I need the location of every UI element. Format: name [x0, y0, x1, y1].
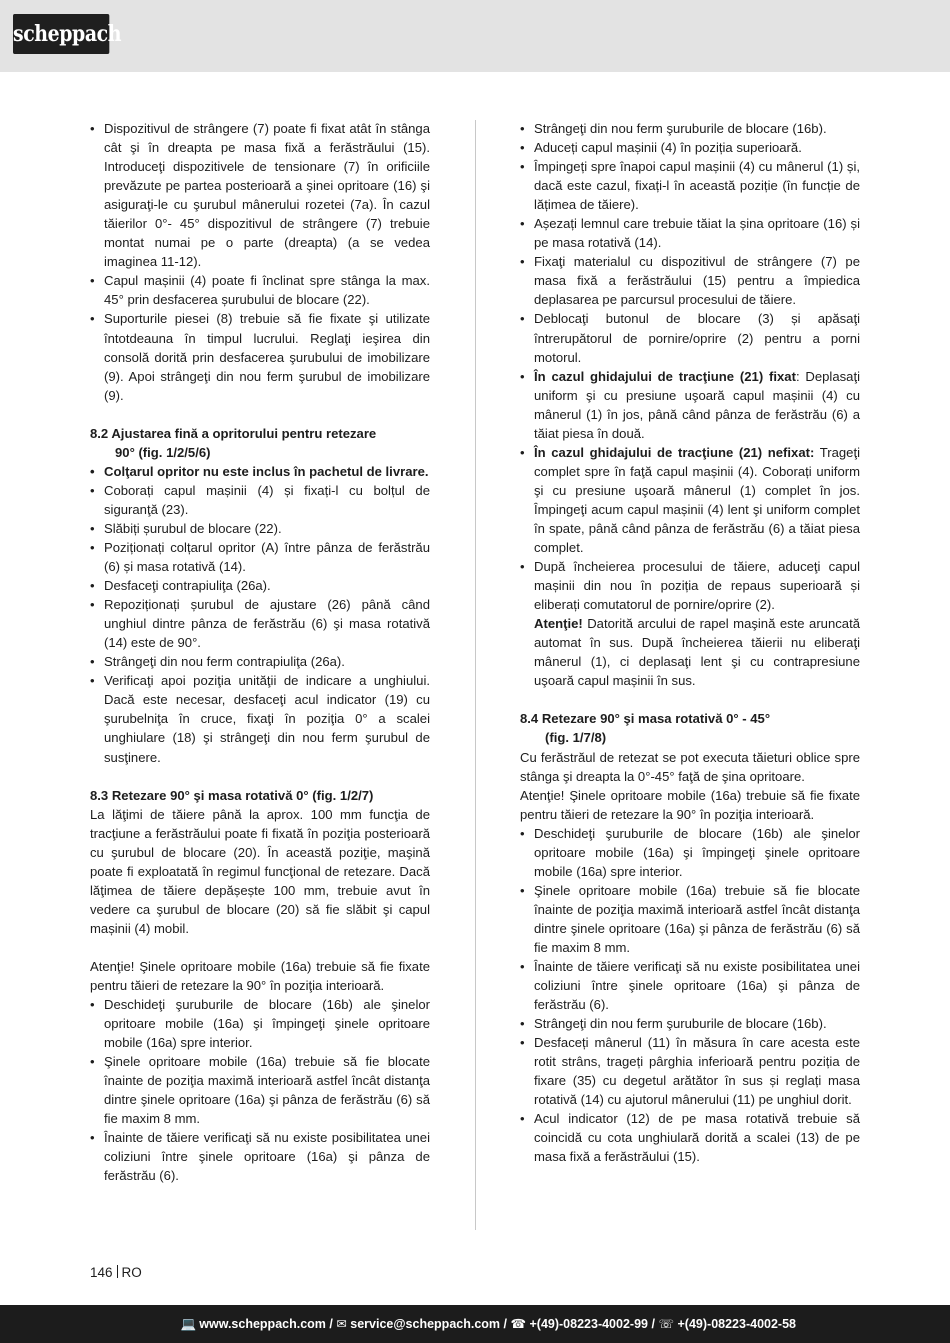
list-item: • Desfaceți mânerul (11) în măsura în care acesta este rotit strâns, trageți pârghia inferioară pentru poziția de fixare (35) cu degetul arătător în sus și reglați masa rotativă (14) cu ajutorul mânerului (11) pe unghiul dorit.	[520, 1033, 860, 1109]
list-item: • Deschideţi şuruburile de blocare (16b) ale şinelor opritoare mobile (16a) şi împingeţi şinele opritoare mobile (16a) spre interior.	[90, 995, 430, 1052]
page-number: 146 RO	[90, 1265, 142, 1280]
list-item: • Şinele opritoare mobile (16a) trebuie să fie blocate înainte de poziţia maximă interioară astfel încât distanţa dintre şinele opritoare (16a) şi pânza de ferăstrău (6) să fie maxim 8 mm.	[90, 1052, 430, 1128]
list-item: • Suporturile piesei (8) trebuie să fie fixate şi utilizate întotdeauna în timpul lucrului. Reglaţi ieşirea din consolă dorită prin desfacerea şurubului de imobilizare (9). Apoi strângeţi din nou ferm şurubul de imobilizare (9).	[90, 309, 430, 404]
list-item: • Colţarul opritor nu este inclus în pachetul de livrare.	[90, 462, 430, 481]
list-item: • Deschideţi şuruburile de blocare (16b) ale şinelor opritoare mobile (16a) şi împingeţi şinele opritoare mobile (16a) spre interior.	[520, 824, 860, 881]
right-list-a	[520, 119, 860, 614]
left-column	[90, 119, 430, 1185]
list-item: • Capul mașinii (4) poate fi înclinat spre stânga la max. 45° prin desfacerea șurubului de blocare (22).	[90, 271, 430, 309]
list-item: • Acul indicator (12) de pe masa rotativă trebuie să coincidă cu cota unghiulară dorită a scalei (13) de pe masa fixă a ferăstrăului (15).	[520, 1109, 860, 1166]
section-8-4-list	[520, 824, 860, 1167]
section-8-2-list	[90, 462, 430, 767]
list-item: • Strângeţi din nou ferm şuruburile de blocare (16b).	[520, 1014, 860, 1033]
list-item: • Așezați lemnul care trebuie tăiat la șina opritoare (16) și pe masa rotativă (14).	[520, 214, 860, 252]
list-item: • Şinele opritoare mobile (16a) trebuie să fie blocate înainte de poziţia maximă interioară astfel încât distanţa dintre şinele opritoare (16a) şi pânza de ferăstrău (6) să fie maxim 8 mm.	[520, 881, 860, 957]
computer-icon: 💻	[180, 1317, 197, 1331]
list-item: • Înainte de tăiere verificaţi să nu existe posibilitatea unei coliziuni între şinele opritoare (16a) şi pânza de ferăstrău (6).	[90, 1128, 430, 1185]
scheppach-logo: scheppach	[13, 14, 109, 54]
section-heading-8-4: 8.4 Retezare 90° şi masa rotativă 0° - 45° (fig. 1/7/8)	[520, 711, 771, 746]
section-heading-8-2: 8.2 Ajustarea fină a opritorului pentru retezare 90° (fig. 1/2/5/6)	[90, 425, 377, 460]
column-divider	[475, 120, 476, 1230]
footer-bar	[0, 1305, 950, 1343]
list-item: • Slăbiți șurubul de blocare (22).	[90, 519, 430, 538]
list-item: • Coborați capul mașinii (4) și fixați-l cu bolțul de siguranţă (23).	[90, 481, 430, 519]
list-item-fixed-guide: • În cazul ghidajului de tracţiune (21) fixat: Deplasaţi uniform şi cu presiune uşoară capul mașinii (4) cu mânerul (1) în jos, până când pânza de ferăstrău (6) a tăiat piesa în două.	[520, 367, 860, 443]
paragraph: Atenţie! Şinele opritoare mobile (16a) trebuie să fie fixate pentru tăieri de retezare la 90° în poziţia interioară.	[520, 787, 860, 822]
list-item: • Deblocaţi butonul de blocare (3) și apăsaţi întrerupătorul de pornire/oprire (2) pentru a porni motorul.	[520, 309, 860, 366]
list-item: • Aduceți capul mașinii (4) în poziția superioară.	[520, 138, 860, 157]
list-item: • Fixaţi materialul cu dispozitivul de strângere (7) pe masa fixă a ferăstrăului (15) pentru a împiedica deplasarea pe parcursul procesului de tăiere.	[520, 252, 860, 309]
paragraph: Cu ferăstrăul de retezat se pot executa tăieturi oblice spre stânga şi dreapta la 0°-45° faţă de şina opritoare.	[520, 749, 860, 784]
list-item: • Împingeți spre înapoi capul mașinii (4) cu mânerul (1) și, dacă este cazul, fixați-l în această poziție (în funcție de lățimea de tăiere).	[520, 157, 860, 214]
section-8-3-list	[90, 995, 430, 1185]
paragraph: Atenţie! Şinele opritoare mobile (16a) trebuie să fie fixate pentru tăieri de retezare la 90° în poziţia interioară.	[90, 958, 430, 993]
list-item: • Verificaţi apoi poziţia unităţii de indicare a unghiului. Dacă este necesar, desfaceţi acul indicator (19) cu şurubelniţa în cruce, fixaţi în poziţia 0° a scalei unghiulare (18) şi strângeţi din nou ferm şurubul de susţinere.	[90, 671, 430, 766]
right-column	[520, 119, 860, 1167]
list-item: • Strângeţi din nou ferm şuruburile de blocare (16b).	[520, 119, 860, 138]
list-item: • Repoziționați șurubul de ajustare (26) până când unghiul dintre pânza de ferăstrău (6) şi masa rotativă (14) este de 90°.	[90, 595, 430, 652]
intro-list	[90, 119, 430, 405]
section-heading-8-3: 8.3 Retezare 90° şi masa rotativă 0° (fig. 1/2/7)	[90, 787, 374, 803]
list-item: • Poziționați colțarul opritor (A) între pânza de ferăstrău (6) și masa rotativă (14).	[90, 538, 430, 576]
list-item-unfixed-guide: • În cazul ghidajului de tracţiune (21) nefixat: Trageţi complet spre în faţă capul mașinii (4). Coborați uniform şi cu presiune uşoară mânerul (1) complet în jos. Împingeţi acum capul mașinii (4) lent şi uniform complet în spate, până când pânza de ferăstrău (6) a tăiat piesa complet.	[520, 443, 860, 557]
list-item: • După încheierea procesului de tăiere, aduceţi capul mașinii din nou în poziția de repaus superioară și eliberați comutatorul de pornire/oprire (2).	[520, 557, 860, 614]
list-item: • Înainte de tăiere verificaţi să nu existe posibilitatea unei coliziuni între şinele opritoare (16a) şi pânza de ferăstrău (6).	[520, 957, 860, 1014]
list-item: • Strângeţi din nou ferm contrapiuliţa (26a).	[90, 652, 430, 671]
list-item: • Desfaceţi contrapiuliţa (26a).	[90, 576, 430, 595]
header-bar	[0, 0, 950, 72]
list-item: • Dispozitivul de strângere (7) poate fi fixat atât în stânga cât şi în dreapta pe masa fixă a ferăstrăului (15). Introduceţi dispozitivele de tensionare (7) în orificiile prevăzute pe partea posterioară a şinei opritoare (16) şi asiguraţi-le cu şurubul mânerului rozetei (7a). În cazul tăierilor 0°- 45° dispozitivul de strângere (7) trebuie montat numai pe o parte (dreapta) (a se vedea imaginea 11-12).	[90, 119, 430, 271]
warning-paragraph: Atenţie! Datorită arcului de rapel maşină este aruncată automat în sus. După încheierea tăierii nu eliberaţi mânerul (1), ci deplasaţi lent şi cu contrapresiune uşoară capul mașinii în sus.	[534, 616, 860, 689]
paragraph: La lăţimi de tăiere până la aprox. 100 mm funcţia de tracţiune a ferăstrăului poate fi fixată în poziţia posterioară cu şurubul de blocare (20). În această poziţie, maşină poate fi exploatată în regimul funcţional de retezare. Dacă lăţimea de tăiere depășește 100 mm, trebuie avut în vedere ca şurubul de blocare (20) să fie slăbit şi capul mașinii (4) mobil.	[90, 806, 430, 936]
footer-contact: www.scheppach.com / ✉ service@scheppach.com / ☎ +(49)-08223-4002-99 / ☏ +(49)-08223-4002-58	[199, 1317, 796, 1331]
